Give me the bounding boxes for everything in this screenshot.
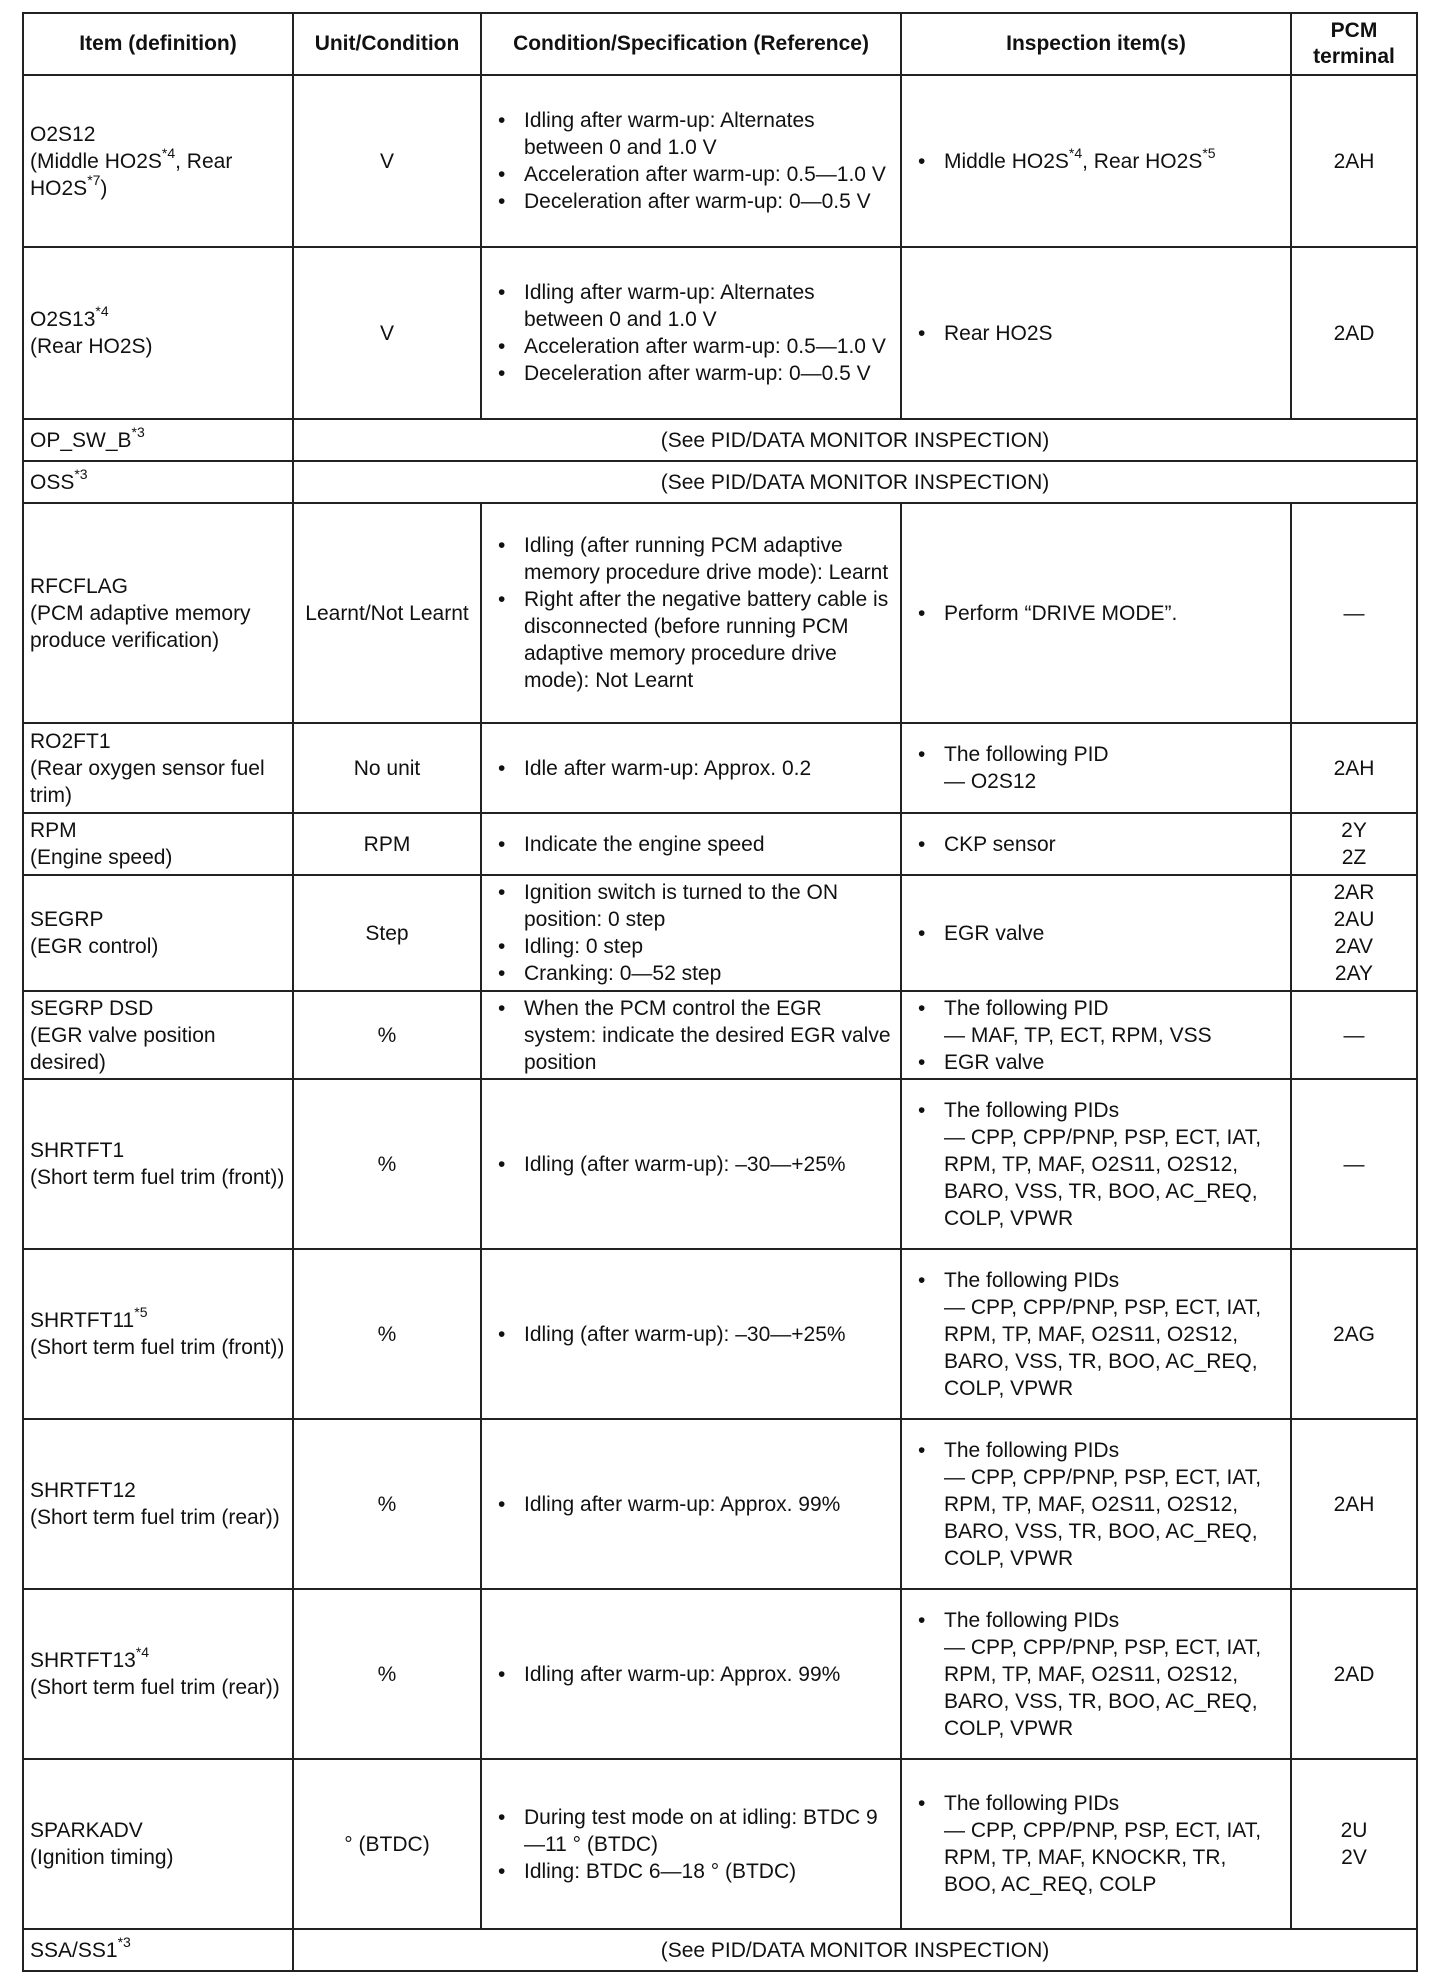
- inspection-item: • CKP sensor: [908, 831, 1284, 858]
- pcm-terminal-cell: —: [1291, 991, 1417, 1079]
- inspection-item: • EGR valve: [908, 920, 1284, 947]
- condition-item: • Indicate the engine speed: [488, 831, 894, 858]
- item-name: O2S13$^{*4}$: [30, 303, 109, 331]
- condition-item: • Right after the negative battery cable is disconnected (before running PCM adaptive memory procedure drive mode): Not Learnt: [488, 586, 894, 694]
- item-name: OSS: [30, 470, 75, 494]
- inspection-cell: [901, 723, 1291, 813]
- table-row: [23, 723, 1417, 813]
- condition-cell: [481, 1589, 901, 1759]
- inspection-item: • EGR valve: [908, 1049, 1284, 1076]
- condition-cell: [481, 1079, 901, 1249]
- condition-cell: [481, 723, 901, 813]
- header-row: [23, 13, 1417, 75]
- inspection-subitem: — MAF, TP, ECT, RPM, VSS: [944, 1023, 1212, 1047]
- unit-cell: %: [293, 1249, 481, 1419]
- item-cell: OSS$^{*3}$: [23, 461, 293, 503]
- table-row: [23, 1929, 1417, 1971]
- table-row: [23, 875, 1417, 991]
- table-row: [23, 1079, 1417, 1249]
- unit-cell: %: [293, 1419, 481, 1589]
- item-definition: (Rear HO2S): [30, 335, 153, 358]
- inspection-cell: [901, 75, 1291, 247]
- item-cell: SSA/SS1$^{*3}$: [23, 1929, 293, 1971]
- see-reference: (See PID/DATA MONITOR INSPECTION): [293, 419, 1417, 461]
- condition-item: • Idle after warm-up: Approx. 0.2: [488, 755, 894, 782]
- unit-cell: %: [293, 1079, 481, 1249]
- item-name: SPARKADV: [30, 1819, 143, 1842]
- table-row: [23, 1759, 1417, 1929]
- condition-cell: [481, 1249, 901, 1419]
- condition-item: • Cranking: 0—52 step: [488, 960, 894, 987]
- unit-cell: %: [293, 1589, 481, 1759]
- inspection-item: • The following PID — MAF, TP, ECT, RPM, VSS: [908, 995, 1284, 1049]
- condition-item: • Idling after warm-up: Alternates between 0 and 1.0 V: [488, 107, 894, 161]
- pcm-terminal-cell: 2AG: [1291, 1249, 1417, 1419]
- item-definition: (Short term fuel trim (rear)): [30, 1676, 280, 1699]
- unit-cell: RPM: [293, 813, 481, 875]
- item-definition: (EGR valve position desired): [30, 1023, 216, 1074]
- item-cell: [23, 1079, 293, 1249]
- header-pcm-terminal: PCM terminal: [1291, 13, 1417, 75]
- inspection-item: • Rear HO2S: [908, 320, 1284, 347]
- item-definition: (Short term fuel trim (front)): [30, 1166, 285, 1189]
- item-definition: (EGR control): [30, 935, 159, 958]
- condition-cell: [481, 1759, 901, 1929]
- item-name: SHRTFT1: [30, 1139, 125, 1162]
- table-row: [23, 247, 1417, 419]
- item-name: SEGRP DSD: [30, 996, 154, 1020]
- condition-cell: [481, 247, 901, 419]
- item-name: O2S12: [30, 122, 96, 146]
- condition-item: • Ignition switch is turned to the ON position: 0 step: [488, 879, 894, 933]
- item-definition: (Middle $HO2S^{*4}$, Rear $HO2S^{*7}$): [30, 144, 233, 200]
- item-definition: (Rear oxygen sensor fuel trim): [30, 756, 265, 807]
- item-cell: [23, 723, 293, 813]
- table-row: [23, 991, 1417, 1079]
- inspection-item: • The following PIDs — CPP, CPP/PNP, PSP, ECT, IAT, RPM, TP, MAF, KNOCKR, TR, BOO, AC_REQ, COLP: [908, 1790, 1284, 1898]
- table-row: [23, 503, 1417, 723]
- condition-cell: [481, 991, 901, 1079]
- item-definition: (Engine speed): [30, 846, 173, 869]
- item-cell: [23, 75, 293, 247]
- header-inspection: Inspection item(s): [901, 13, 1291, 75]
- pcm-terminal-cell: —: [1291, 503, 1417, 723]
- item-name: OP_SW_B: [30, 428, 132, 452]
- table-row: [23, 813, 1417, 875]
- condition-item: • Idling after warm-up: Approx. 99%: [488, 1661, 894, 1688]
- item-cell: [23, 1419, 293, 1589]
- item-name: SEGRP: [30, 908, 104, 931]
- see-reference: (See PID/DATA MONITOR INSPECTION): [293, 461, 1417, 503]
- item-name: RO2FT1: [30, 729, 111, 753]
- condition-item: • Idling after warm-up: Alternates between 0 and 1.0 V: [488, 279, 894, 333]
- item-cell: [23, 813, 293, 875]
- condition-item: • Idling (after warm-up): –30—+25%: [488, 1321, 894, 1348]
- header-unit: Unit/Condition: [293, 13, 481, 75]
- header-condition: Condition/Specification (Reference): [481, 13, 901, 75]
- unit-cell: No unit: [293, 723, 481, 813]
- condition-item: • During test mode on at idling: BTDC 9—11 ° (BTDC): [488, 1804, 894, 1858]
- item-cell: [23, 875, 293, 991]
- pcm-terminal-cell: 2AD: [1291, 1589, 1417, 1759]
- inspection-item: • The following PIDs — CPP, CPP/PNP, PSP, ECT, IAT, RPM, TP, MAF, O2S11, O2S12, BARO, VSS, TR, BOO, AC_REQ, COLP, VPWR: [908, 1437, 1284, 1572]
- item-cell: [23, 1759, 293, 1929]
- pcm-terminal-cell: 2AR 2AU 2AV 2AY: [1291, 875, 1417, 991]
- inspection-cell: [901, 1419, 1291, 1589]
- inspection-cell: [901, 991, 1291, 1079]
- pcm-terminal-cell: 2Y 2Z: [1291, 813, 1417, 875]
- condition-item: • Deceleration after warm-up: 0—0.5 V: [488, 360, 894, 387]
- table-row: [23, 75, 1417, 247]
- condition-cell: [481, 813, 901, 875]
- item-name: SHRTFT11$^{*5}$: [30, 1304, 148, 1332]
- inspection-subitem: — CPP, CPP/PNP, PSP, ECT, IAT, RPM, TP, MAF, O2S11, O2S12, BARO, VSS, TR, BOO, AC_REQ, COLP, VPWR: [944, 1635, 1262, 1740]
- condition-item: • Acceleration after warm-up: 0.5—1.0 V: [488, 161, 894, 188]
- table-row: [23, 1419, 1417, 1589]
- item-name: SSA/SS1: [30, 1938, 118, 1962]
- condition-item: • Acceleration after warm-up: 0.5—1.0 V: [488, 333, 894, 360]
- inspection-cell: [901, 1079, 1291, 1249]
- pid-spec-table: [22, 12, 1418, 1972]
- item-definition: (Short term fuel trim (front)): [30, 1336, 285, 1359]
- inspection-item: • The following PIDs — CPP, CPP/PNP, PSP, ECT, IAT, RPM, TP, MAF, O2S11, O2S12, BARO, VSS, TR, BOO, AC_REQ, COLP, VPWR: [908, 1097, 1284, 1232]
- condition-item: • Idling (after running PCM adaptive memory procedure drive mode): Learnt: [488, 532, 894, 586]
- inspection-cell: [901, 247, 1291, 419]
- condition-item: • Idling (after warm-up): –30—+25%: [488, 1151, 894, 1178]
- pcm-terminal-cell: 2AH: [1291, 1419, 1417, 1589]
- inspection-cell: [901, 813, 1291, 875]
- inspection-cell: [901, 1589, 1291, 1759]
- inspection-item: • Middle $HO2S^{*4}$, Rear $HO2S^{*5}$: [908, 148, 1284, 175]
- inspection-subitem: — CPP, CPP/PNP, PSP, ECT, IAT, RPM, TP, MAF, O2S11, O2S12, BARO, VSS, TR, BOO, AC_REQ, COLP, VPWR: [944, 1125, 1262, 1230]
- item-cell: [23, 503, 293, 723]
- unit-cell: Step: [293, 875, 481, 991]
- unit-cell: %: [293, 991, 481, 1079]
- item-definition: (Short term fuel trim (rear)): [30, 1506, 280, 1529]
- inspection-item: • The following PID — O2S12: [908, 741, 1284, 795]
- item-definition: (Ignition timing): [30, 1846, 174, 1869]
- condition-cell: [481, 875, 901, 991]
- table-row: [23, 461, 1417, 503]
- unit-cell: Learnt/Not Learnt: [293, 503, 481, 723]
- item-cell: [23, 991, 293, 1079]
- pcm-terminal-cell: —: [1291, 1079, 1417, 1249]
- condition-cell: [481, 75, 901, 247]
- condition-item: • Idling after warm-up: Approx. 99%: [488, 1491, 894, 1518]
- inspection-subitem: — CPP, CPP/PNP, PSP, ECT, IAT, RPM, TP, MAF, O2S11, O2S12, BARO, VSS, TR, BOO, AC_REQ, COLP, VPWR: [944, 1465, 1262, 1570]
- table-row: [23, 1249, 1417, 1419]
- item-name: RPM: [30, 819, 77, 842]
- condition-item: • Idling: 0 step: [488, 933, 894, 960]
- inspection-item: • The following PIDs — CPP, CPP/PNP, PSP, ECT, IAT, RPM, TP, MAF, O2S11, O2S12, BARO, VSS, TR, BOO, AC_REQ, COLP, VPWR: [908, 1267, 1284, 1402]
- item-definition: (PCM adaptive memory produce verification): [30, 601, 251, 652]
- item-name: SHRTFT12: [30, 1479, 136, 1502]
- condition-cell: [481, 503, 901, 723]
- inspection-item: • The following PIDs — CPP, CPP/PNP, PSP, ECT, IAT, RPM, TP, MAF, O2S11, O2S12, BARO, VSS, TR, BOO, AC_REQ, COLP, VPWR: [908, 1607, 1284, 1742]
- inspection-cell: [901, 875, 1291, 991]
- inspection-cell: [901, 1759, 1291, 1929]
- inspection-subitem: — O2S12: [944, 770, 1037, 793]
- table-row: [23, 419, 1417, 461]
- unit-cell: ° (BTDC): [293, 1759, 481, 1929]
- header-item: Item (definition): [23, 13, 293, 75]
- unit-cell: V: [293, 75, 481, 247]
- item-name: SHRTFT13$^{*4}$: [30, 1644, 150, 1672]
- item-cell: [23, 1249, 293, 1419]
- inspection-cell: [901, 503, 1291, 723]
- unit-cell: V: [293, 247, 481, 419]
- pcm-terminal-cell: 2AH: [1291, 723, 1417, 813]
- condition-item: • Deceleration after warm-up: 0—0.5 V: [488, 188, 894, 215]
- inspection-cell: [901, 1249, 1291, 1419]
- condition-cell: [481, 1419, 901, 1589]
- pcm-terminal-cell: 2U 2V: [1291, 1759, 1417, 1929]
- item-cell: [23, 247, 293, 419]
- see-reference: (See PID/DATA MONITOR INSPECTION): [293, 1929, 1417, 1971]
- condition-item: • Idling: BTDC 6—18 ° (BTDC): [488, 1858, 894, 1885]
- item-name: RFCFLAG: [30, 574, 129, 598]
- inspection-item: • Perform “DRIVE MODE”.: [908, 600, 1284, 627]
- pcm-terminal-cell: 2AD: [1291, 247, 1417, 419]
- condition-item: • When the PCM control the EGR system: indicate the desired EGR valve position: [488, 995, 894, 1076]
- inspection-subitem: — CPP, CPP/PNP, PSP, ECT, IAT, RPM, TP, MAF, O2S11, O2S12, BARO, VSS, TR, BOO, AC_REQ, COLP, VPWR: [944, 1295, 1262, 1400]
- item-cell: [23, 1589, 293, 1759]
- pcm-terminal-cell: 2AH: [1291, 75, 1417, 247]
- item-cell: $OP\_SW\_B^{*3}$: [23, 419, 293, 461]
- table-row: [23, 1589, 1417, 1759]
- inspection-subitem: — CPP, CPP/PNP, PSP, ECT, IAT, RPM, TP, MAF, KNOCKR, TR, BOO, AC_REQ, COLP: [944, 1819, 1262, 1896]
